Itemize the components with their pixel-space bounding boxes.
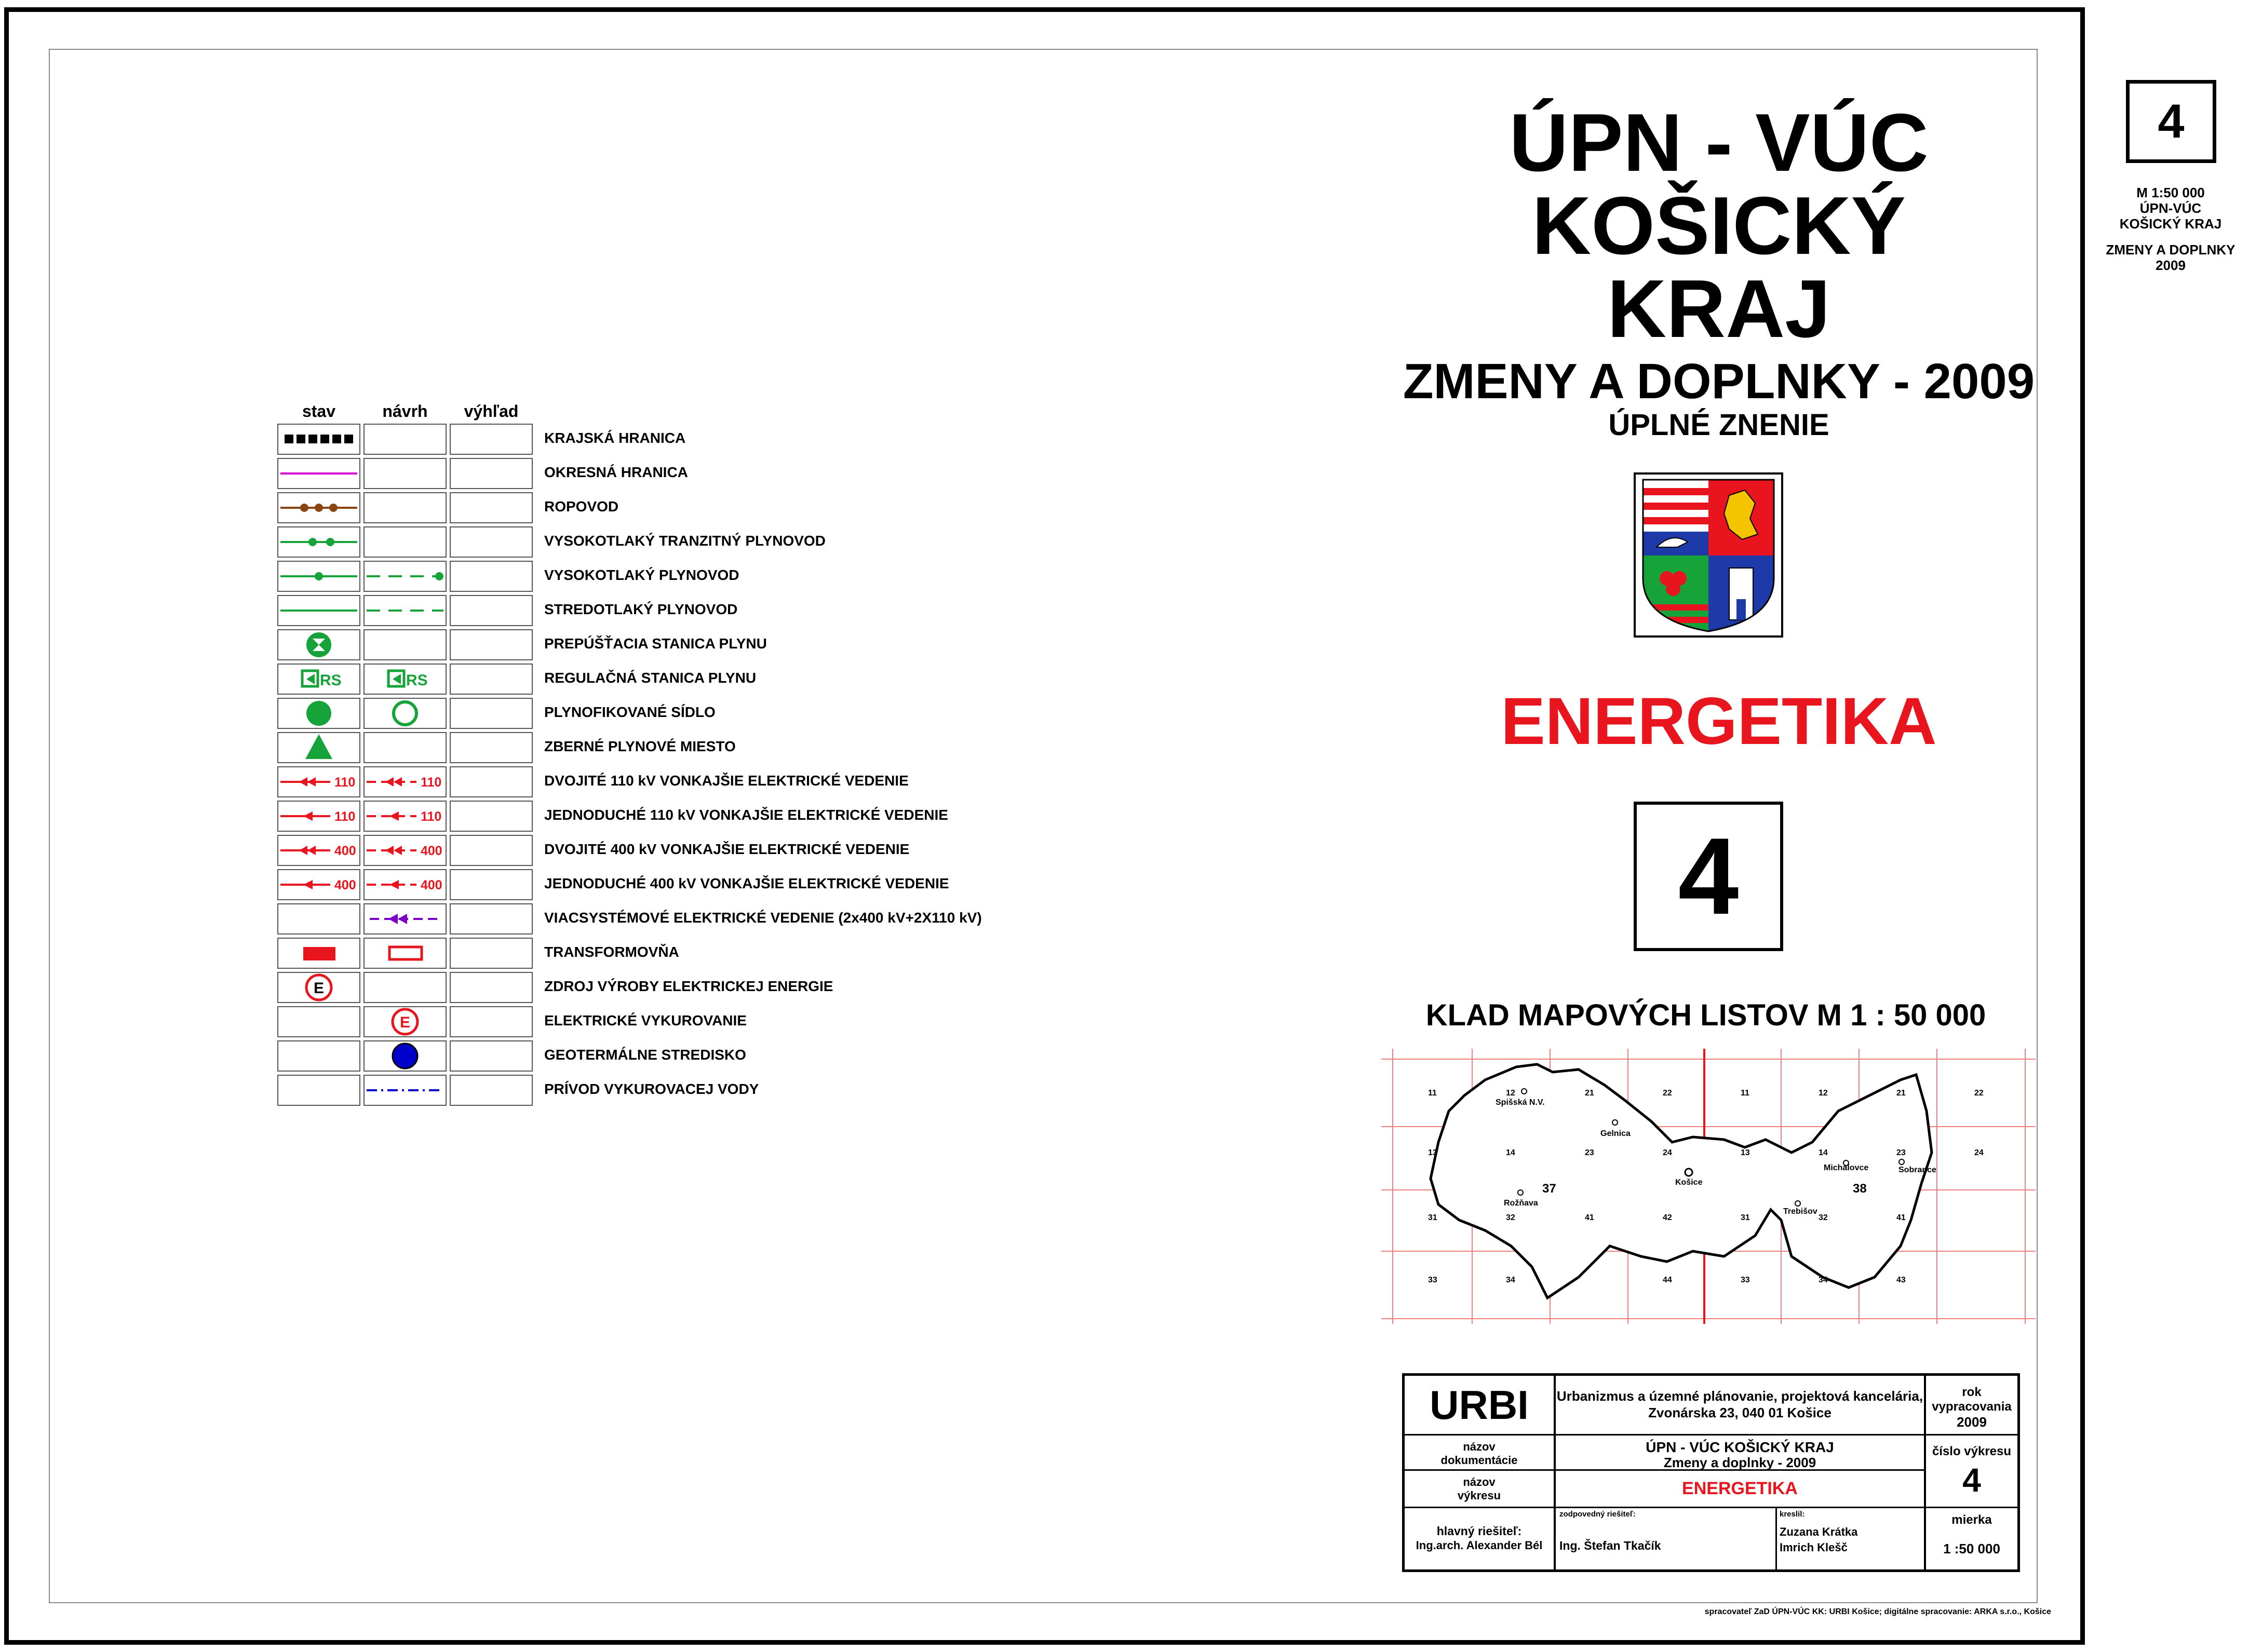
legend-header-stav: stav — [302, 402, 336, 421]
legend-cell-navrh — [363, 1040, 447, 1072]
legend-label: DVOJITÉ 400 kV VONKAJŠIE ELEKTRICKÉ VEDENIE — [544, 841, 910, 857]
legend-cell-vyhlad — [450, 629, 533, 660]
legend-cell-stav — [277, 835, 360, 866]
legend-symbol-triangle — [278, 733, 359, 762]
legend-cell-navrh — [363, 458, 447, 489]
legend-symbol-rs — [365, 665, 446, 694]
grid-label: 14 — [1506, 1148, 1515, 1157]
legend-symbol-krajska — [278, 425, 359, 454]
legend-cell-stav — [277, 972, 360, 1003]
grid-label: 14 — [1819, 1148, 1828, 1157]
legend-cell-vyhlad — [450, 458, 533, 489]
legend-cell-vyhlad — [450, 595, 533, 626]
legend-cell-vyhlad — [450, 766, 533, 797]
coat-of-arms-icon — [1636, 475, 1781, 635]
svg-text:400: 400 — [334, 878, 356, 892]
legend-label: ZDROJ VÝROBY ELEKTRICKEJ ENERGIE — [544, 978, 833, 994]
zodp-label: zodpovedný riešiteľ: — [1559, 1510, 1636, 1519]
side-scale: M 1:50 000 — [2136, 185, 2205, 200]
title-line-3: KRAJ — [1607, 263, 1831, 355]
legend-cell-navrh — [363, 526, 447, 558]
legend-cell-navrh — [363, 903, 447, 935]
grid-label: 13 — [1741, 1148, 1750, 1157]
title-line-1: ÚPN - VÚC — [1509, 97, 1929, 188]
svg-text:110: 110 — [421, 809, 442, 824]
legend-symbol-okresna — [278, 459, 359, 488]
side-changes: ZMENY A DOPLNKY — [2106, 242, 2235, 258]
legend-cell-vyhlad — [450, 526, 533, 558]
legend-cell-navrh — [363, 663, 447, 695]
legend-cell-navrh — [363, 869, 447, 900]
grid-label: 41 — [1896, 1213, 1906, 1222]
legend-cell-navrh — [363, 835, 447, 866]
grid-label: 33 — [1741, 1276, 1750, 1284]
grid-label: 43 — [1896, 1276, 1906, 1284]
legend-symbol-rs — [278, 665, 359, 694]
legend-symbol-sp-dash — [365, 596, 446, 625]
legend-cell-vyhlad — [450, 903, 533, 935]
svg-text:E: E — [399, 1014, 411, 1031]
legend-symbol-psp — [278, 630, 359, 659]
grid-label: 32 — [1819, 1213, 1828, 1222]
town-label: Spišská N.V. — [1496, 1098, 1545, 1107]
town-label: Sobrance — [1898, 1166, 1936, 1174]
nazov-vyk-label-1: názov — [1463, 1475, 1496, 1488]
legend-header-navrh: návrh — [382, 402, 428, 421]
nazov-vyk-value: ENERGETIKA — [1682, 1479, 1798, 1498]
legend-symbol-trafo-fill — [278, 939, 359, 968]
legend-symbol-dbl-dash — [365, 836, 446, 865]
legend-cell-navrh — [363, 698, 447, 729]
legend-symbol-e-red — [365, 1007, 446, 1036]
grid-label: 21 — [1896, 1089, 1906, 1098]
legend-symbol-circle-open — [365, 699, 446, 728]
coat-of-arms — [1634, 472, 1783, 638]
kreslil-value-2: Imrich Klešč — [1780, 1541, 1848, 1554]
zodp-value: Ing. Štefan Tkačík — [1559, 1539, 1661, 1552]
svg-text:400: 400 — [421, 878, 442, 892]
grid-label: 44 — [1663, 1276, 1672, 1284]
legend-cell-vyhlad — [450, 869, 533, 900]
svg-text:110: 110 — [421, 775, 442, 790]
grid-label: 32 — [1506, 1213, 1515, 1222]
svg-text:RS: RS — [320, 672, 342, 689]
grid-label: 31 — [1428, 1213, 1437, 1222]
nazov-vyk-label-2: výkresu — [1457, 1489, 1501, 1502]
legend-symbol-e-black — [278, 973, 359, 1002]
legend-symbol-geo — [365, 1041, 446, 1071]
side-region: KOŠICKÝ KRAJ — [2119, 216, 2222, 232]
legend-label: DVOJITÉ 110 kV VONKAJŠIE ELEKTRICKÉ VEDENIE — [544, 773, 909, 789]
legend-cell-vyhlad — [450, 1040, 533, 1072]
legend-cell-navrh — [363, 801, 447, 832]
legend-cell-vyhlad — [450, 698, 533, 729]
svg-text:E: E — [313, 980, 325, 997]
legend-symbol-voda — [365, 1076, 446, 1105]
grid-label: 23 — [1585, 1148, 1594, 1157]
legend-cell-vyhlad — [450, 663, 533, 695]
legend-cell-navrh — [363, 561, 447, 592]
urbi-logo: URBI — [1430, 1382, 1529, 1428]
legend-cell-stav — [277, 663, 360, 695]
mierka-label: mierka — [1951, 1513, 1992, 1527]
legend-label: STREDOTLAKÝ PLYNOVOD — [544, 601, 738, 617]
legend-cell-stav — [277, 1006, 360, 1037]
legend-cell-stav — [277, 424, 360, 455]
legend-header-vyhlad: výhľad — [464, 402, 519, 421]
legend-cell-vyhlad — [450, 732, 533, 763]
legend-label: VYSOKOTLAKÝ PLYNOVOD — [544, 567, 739, 583]
legend-cell-stav — [277, 698, 360, 729]
firm-address: Zvonárska 23, 040 01 Košice — [1648, 1405, 1831, 1420]
legend-cell-stav — [277, 595, 360, 626]
legend-symbol-sp — [278, 596, 359, 625]
title-block — [1329, 97, 2108, 442]
legend-label: ROPOVOD — [544, 498, 619, 514]
rok-label-1: rok — [1962, 1385, 1982, 1399]
legend-cell-vyhlad — [450, 972, 533, 1003]
legend-cell-navrh — [363, 1006, 447, 1037]
grid-label: 24 — [1663, 1148, 1672, 1157]
sheet-label: 38 — [1853, 1182, 1867, 1196]
legend-cell-stav — [277, 732, 360, 763]
mierka-value: 1 :50 000 — [1943, 1541, 2000, 1556]
kreslil-value-1: Zuzana Krátka — [1780, 1525, 1858, 1538]
legend-label: PREPÚŠŤACIA STANICA PLYNU — [544, 635, 767, 652]
cislo-value: 4 — [1962, 1461, 1981, 1499]
svg-text:RS: RS — [406, 672, 428, 689]
grid-label: 21 — [1585, 1089, 1594, 1098]
index-map — [1381, 1049, 2036, 1324]
legend-label: VYSOKOTLAKÝ TRANZITNÝ PLYNOVOD — [544, 533, 826, 549]
legend-symbol-dbl — [278, 767, 359, 796]
grid-label: 13 — [1428, 1148, 1437, 1157]
legend-cell-navrh — [363, 1075, 447, 1106]
legend-label: JEDNODUCHÉ 110 kV VONKAJŠIE ELEKTRICKÉ VEDENIE — [544, 807, 948, 823]
nazov-dok-value-1: ÚPN - VÚC KOŠICKÝ KRAJ — [1646, 1439, 1834, 1455]
legend-symbol-trafo-open — [365, 939, 446, 968]
legend-symbol-circle-fill — [278, 699, 359, 728]
legend-cell-vyhlad — [450, 835, 533, 866]
firm-name: Urbanizmus a územné plánovanie, projektová kancelária, — [1556, 1388, 1923, 1404]
town-label: Košice — [1675, 1178, 1703, 1187]
side-drawing-number: 4 — [2158, 95, 2185, 148]
legend-symbol-sgl-dash — [365, 802, 446, 831]
legend-symbol-vtp — [278, 527, 359, 557]
legend-symbol-dbl-dash — [365, 767, 446, 796]
legend-symbol-dbl — [278, 836, 359, 865]
nazov-dok-label-2: dokumentácie — [1440, 1454, 1518, 1467]
grid-label: 12 — [1819, 1089, 1828, 1098]
legend-cell-stav — [277, 766, 360, 797]
legend-cell-vyhlad — [450, 424, 533, 455]
legend-symbol-vp — [278, 562, 359, 591]
theme-title: ENERGETIKA — [1501, 684, 1937, 759]
legend-cell-vyhlad — [450, 938, 533, 969]
legend-label: REGULAČNÁ STANICA PLYNU — [544, 670, 757, 686]
legend-symbol-sgl — [278, 802, 359, 831]
rok-label-2: vypracovania — [1932, 1400, 2012, 1414]
grid-label: 22 — [1974, 1089, 1984, 1098]
legend-cell-vyhlad — [450, 1006, 533, 1037]
legend-cell-navrh — [363, 629, 447, 660]
title-line-4: ZMENY A DOPLNKY - 2009 — [1403, 354, 2035, 409]
svg-text:400: 400 — [421, 844, 442, 858]
legend-cell-stav — [277, 869, 360, 900]
legend-cell-vyhlad — [450, 1075, 533, 1106]
svg-text:400: 400 — [334, 844, 356, 858]
hlavny-value: Ing.arch. Alexander Bél — [1416, 1539, 1543, 1552]
grid-label: 34 — [1819, 1276, 1828, 1284]
grid-label: 11 — [1428, 1089, 1437, 1098]
legend-symbol-ropovod — [278, 493, 359, 522]
legend-cell-navrh — [363, 732, 447, 763]
hlavny-label: hlavný riešiteľ: — [1436, 1524, 1522, 1538]
legend-label: PLYNOFIKOVANÉ SÍDLO — [544, 704, 716, 720]
legend-cell-stav — [277, 903, 360, 935]
legend-cell-stav — [277, 938, 360, 969]
legend-cell-stav — [277, 458, 360, 489]
svg-text:110: 110 — [334, 809, 356, 824]
legend-cell-navrh — [363, 938, 447, 969]
grid-label: 24 — [1974, 1148, 1984, 1157]
legend-symbol-vp-dash — [365, 562, 446, 591]
legend-cell-stav — [277, 1040, 360, 1072]
side-year: 2009 — [2156, 258, 2186, 273]
legend-symbol-sgl — [278, 870, 359, 899]
cislo-label: číslo výkresu — [1932, 1444, 2012, 1458]
title-line-5: ÚPLNÉ ZNENIE — [1608, 408, 1829, 442]
rok-value: 2009 — [1957, 1414, 1987, 1430]
legend-cell-navrh — [363, 972, 447, 1003]
legend-cell-stav — [277, 492, 360, 523]
grid-label: 31 — [1741, 1213, 1750, 1222]
side-doc: ÚPN-VÚC — [2139, 200, 2202, 216]
svg-text:110: 110 — [334, 775, 356, 790]
legend-label: OKRESNÁ HRANICA — [544, 464, 688, 480]
legend-label: PRÍVOD VYKUROVACEJ VODY — [544, 1081, 759, 1097]
grid-label: 33 — [1428, 1276, 1437, 1284]
nazov-dok-label-1: názov — [1463, 1440, 1496, 1453]
nazov-dok-value-2: Zmeny a doplnky - 2009 — [1663, 1455, 1816, 1470]
legend-cell-stav — [277, 1075, 360, 1106]
title-line-2: KOŠICKÝ — [1532, 180, 1906, 272]
side-stamp-info — [2088, 185, 2249, 273]
footer-credit: spracovateľ ZaD ÚPN-VÚC KK: URBI Košice; digitálne spracovanie: ARKA s.r.o., Košice — [1704, 1607, 2051, 1616]
legend-cell-vyhlad — [450, 561, 533, 592]
grid-label: 23 — [1896, 1148, 1906, 1157]
grid-label: 12 — [1506, 1089, 1515, 1098]
legend-cell-stav — [277, 801, 360, 832]
town-label: Rožňava — [1504, 1199, 1538, 1208]
legend-cell-vyhlad — [450, 801, 533, 832]
town-label: Gelnica — [1600, 1129, 1631, 1138]
grid-label: 34 — [1506, 1276, 1515, 1284]
town-label: Trebišov — [1783, 1207, 1817, 1216]
legend-label: KRAJSKÁ HRANICA — [544, 430, 686, 446]
kreslil-label: kreslil: — [1780, 1510, 1805, 1519]
side-drawing-number-box — [2126, 80, 2216, 163]
legend-label: JEDNODUCHÉ 400 kV VONKAJŠIE ELEKTRICKÉ VEDENIE — [544, 875, 949, 891]
legend-cell-stav — [277, 629, 360, 660]
legend-label: TRANSFORMOVŇA — [544, 944, 679, 960]
grid-label: 22 — [1663, 1089, 1672, 1098]
info-block — [1402, 1373, 2020, 1572]
legend-cell-vyhlad — [450, 492, 533, 523]
sheet-label: 37 — [1542, 1182, 1556, 1196]
grid-label: 11 — [1741, 1089, 1749, 1098]
legend-symbol-viac — [365, 904, 446, 933]
town-label: Michalovce — [1824, 1163, 1869, 1172]
legend-symbol-sgl-dash — [365, 870, 446, 899]
index-map-title: KLAD MAPOVÝCH LISTOV M 1 : 50 000 — [1425, 998, 1986, 1032]
grid-label: 41 — [1585, 1213, 1594, 1222]
drawing-number: 4 — [1634, 802, 1783, 951]
legend-cell-stav — [277, 561, 360, 592]
legend-label: ELEKTRICKÉ VYKUROVANIE — [544, 1012, 747, 1028]
legend-label: VIACSYSTÉMOVÉ ELEKTRICKÉ VEDENIE (2x400 kV+2X110 kV) — [544, 910, 982, 926]
legend-cell-navrh — [363, 424, 447, 455]
legend-label: GEOTERMÁLNE STREDISKO — [544, 1047, 746, 1063]
legend-cell-navrh — [363, 595, 447, 626]
grid-label: 42 — [1663, 1213, 1672, 1222]
legend-cell-navrh — [363, 766, 447, 797]
legend-label: ZBERNÉ PLYNOVÉ MIESTO — [544, 738, 736, 754]
legend-cell-navrh — [363, 492, 447, 523]
legend-cell-stav — [277, 526, 360, 558]
